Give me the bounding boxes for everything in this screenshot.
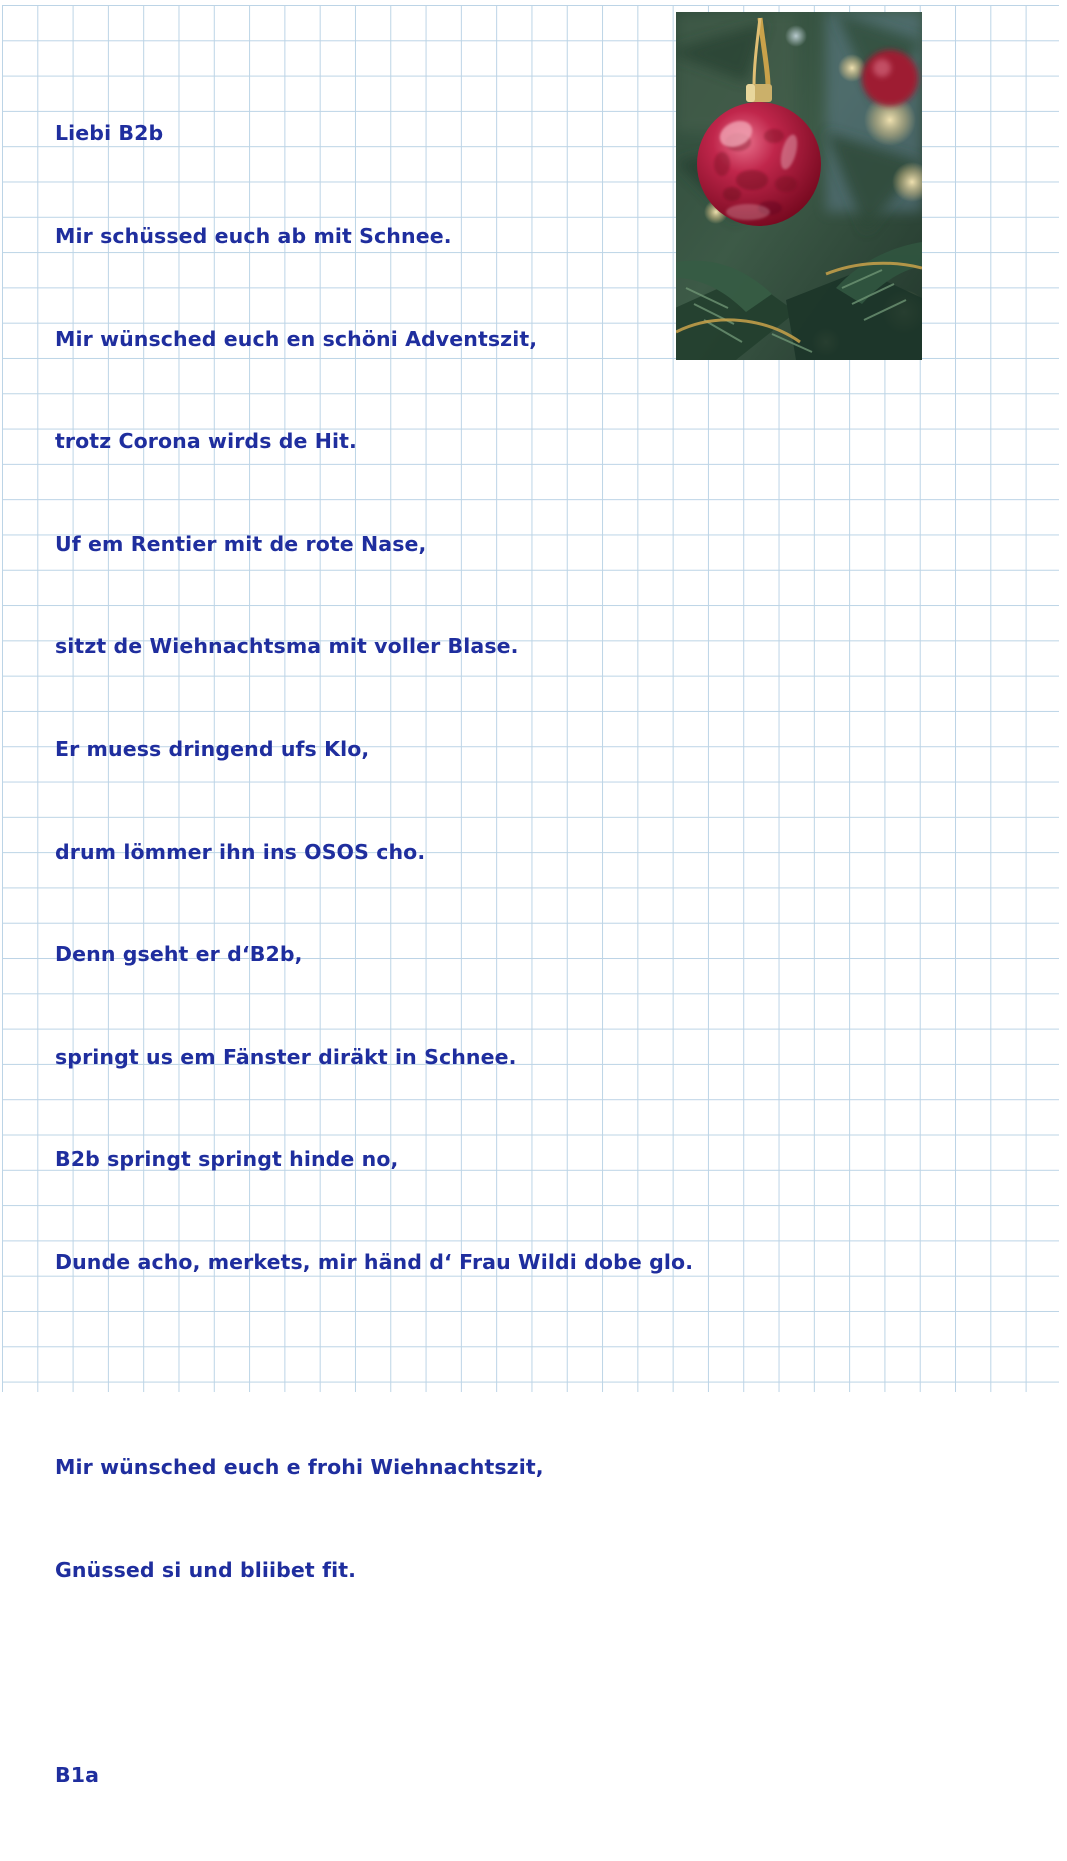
poem-line: Mir schüssed euch ab mit Schnee. (55, 224, 452, 248)
poem-signature: B1a (55, 1762, 100, 1787)
poem-line: Uf em Rentier mit de rote Nase, (55, 531, 427, 556)
poem-blank-line (55, 1348, 675, 1382)
poem-line: Er muess dringend ufs Klo, (55, 736, 370, 761)
poem-blank-line (55, 1655, 675, 1689)
poem-line: springt us em Fänster diräkt in Schnee. (55, 1044, 517, 1069)
poem-line: Dunde acho, merkets, mir händ d‘ Frau Wildi dobe glo. (55, 1249, 694, 1274)
poem-line: B2b springt springt hinde no, (55, 1147, 399, 1172)
poem-line: Liebi B2b (55, 121, 164, 146)
page-edge-bottom (0, 1392, 1067, 1400)
poem-line: Mir wünsched euch en schöni Adventszit, (55, 326, 538, 351)
poem-line: sitzt de Wiehnachtsma mit voller Blase. (55, 634, 519, 659)
poem-line: Denn gseht er d‘B2b, (55, 942, 303, 967)
page-edge-right (1059, 0, 1067, 1400)
christmas-tree-image (676, 12, 922, 360)
poem-line: trotz Corona wirds de Hit. (55, 429, 357, 454)
poem-line: Mir wünsched euch e frohi Wiehnachtszit, (55, 1455, 544, 1480)
poem-line: drum lömmer ihn ins OSOS cho. (55, 839, 426, 864)
poem-text-block (55, 48, 694, 1861)
christmas-tree-photo (676, 12, 922, 360)
poem-line: Gnüssed si und bliibet fit. (55, 1557, 357, 1582)
